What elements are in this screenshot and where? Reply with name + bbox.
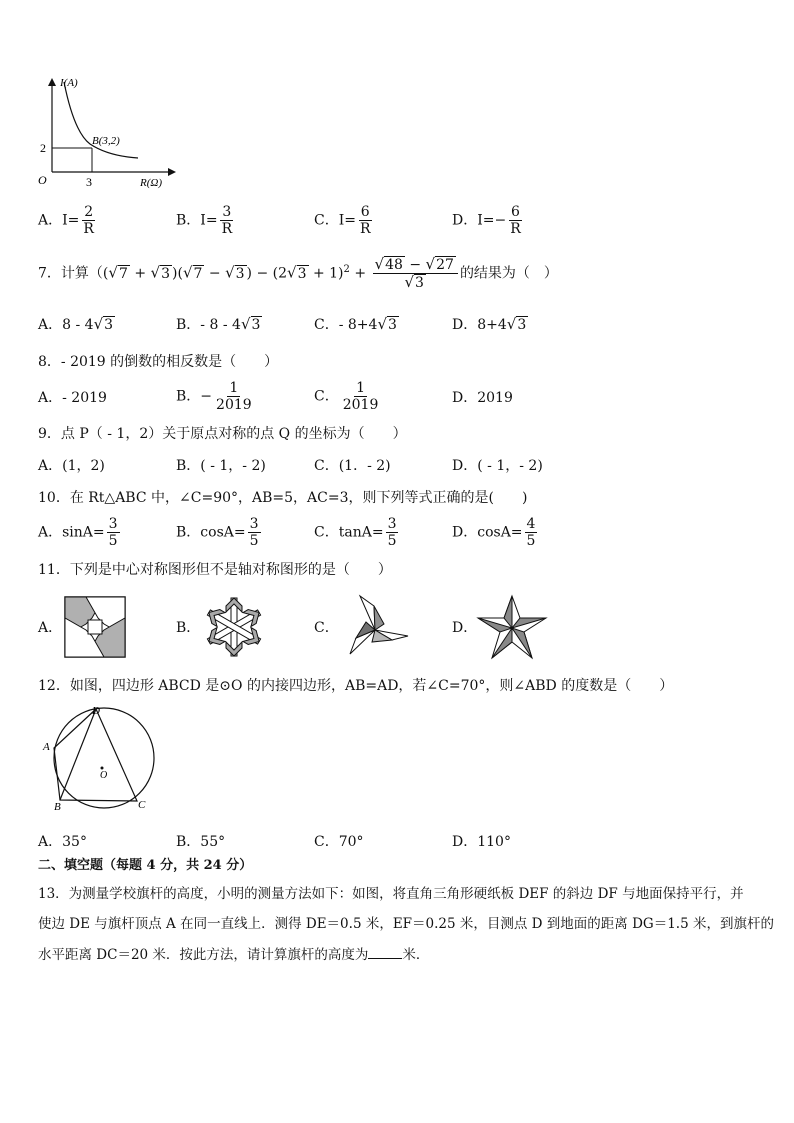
- radical-sign: √: [377, 315, 388, 333]
- inverse-graph: [28, 72, 178, 192]
- numerator: 6: [360, 204, 370, 220]
- radical-sign: √: [225, 263, 235, 282]
- denominator: R: [359, 221, 371, 237]
- option-letter: C．: [314, 388, 339, 405]
- negative-sign: −: [494, 212, 507, 229]
- radical-sign: √: [425, 255, 436, 273]
- x-axis-label: R(Ω): [140, 177, 162, 189]
- radical-sign: √: [150, 263, 161, 282]
- y-axis-arrow: [48, 78, 56, 86]
- q11-option-b-letter[interactable]: B．: [176, 620, 201, 636]
- option-letter: D．: [452, 458, 478, 474]
- denominator: 2019: [216, 397, 252, 413]
- y-axis-label: I(A): [60, 77, 78, 89]
- option-text: 8+4: [477, 317, 507, 333]
- expr-part: −: [204, 265, 226, 282]
- radicand: 3: [235, 265, 245, 282]
- option-letter: B．: [176, 212, 201, 229]
- q8-option-b[interactable]: [176, 380, 256, 413]
- q13-line-3-suffix: 米．: [402, 947, 430, 963]
- option-letter: B．: [176, 317, 201, 333]
- q10-option-b[interactable]: [176, 516, 263, 549]
- option-text: sinA=: [62, 524, 105, 541]
- q11-option-a-letter[interactable]: A．: [38, 620, 63, 636]
- q7-option-c[interactable]: [314, 314, 399, 335]
- q9-option-a[interactable]: [38, 456, 105, 476]
- denominator: 5: [526, 533, 536, 549]
- option-text: 110°: [477, 834, 511, 850]
- q13-line-3: [38, 944, 429, 965]
- quadrilateral-abcd: [54, 709, 137, 801]
- radicand: 48: [385, 257, 403, 273]
- numerator: 3: [387, 516, 397, 532]
- denominator: R: [510, 221, 521, 237]
- option-letter: B．: [176, 458, 201, 474]
- pinwheel-square-figure[interactable]: [64, 596, 126, 658]
- option-letter: D．: [452, 212, 478, 229]
- option-letter: B．: [176, 388, 201, 405]
- q13-line-3-text: 水平距离 DC＝20 米．按此方法，请计算旗杆的高度为: [38, 947, 369, 963]
- option-letter: A．: [38, 524, 63, 541]
- fraction: [107, 516, 120, 549]
- radicand: 27: [436, 257, 454, 273]
- q10-option-c[interactable]: [314, 516, 400, 549]
- option-prefix: I=: [338, 212, 356, 229]
- q13-line-1: 13．为测量学校旗杆的高度，小明的测量方法如下：如图，将直角三角形硬纸板 DEF 的斜边 DF 与地面保持平行，并: [38, 886, 744, 902]
- q7-fraction: [373, 256, 458, 291]
- q8-option-c[interactable]: [314, 380, 382, 413]
- radical-sign: √: [182, 263, 193, 282]
- option-text: - 8+4: [338, 317, 378, 333]
- option-letter: C．: [314, 317, 339, 333]
- expr-part: + 1): [308, 265, 344, 282]
- radical-sign: √: [93, 315, 104, 333]
- radicand: 3: [415, 275, 424, 291]
- expr-part: −: [404, 257, 426, 273]
- q8-stem: 8．- 2019 的倒数的相反数是（ ）: [38, 354, 279, 370]
- diagonal-bd: [60, 709, 96, 800]
- option-letter: A．: [38, 212, 63, 229]
- q7-option-d[interactable]: [452, 314, 528, 335]
- x-tick-label: 3: [86, 175, 92, 189]
- option-letter: C．: [314, 212, 339, 229]
- option-letter: A．: [38, 458, 63, 474]
- option-letter: D．: [452, 834, 478, 850]
- expr-part: (: [102, 265, 109, 282]
- denominator: 5: [108, 533, 118, 549]
- q12-option-a[interactable]: [38, 832, 87, 852]
- q9-stem: 9．点 P（ - 1，2）关于原点对称的点 Q 的坐标为（ ）: [38, 426, 407, 442]
- fraction: [214, 380, 254, 413]
- radical-sign: √: [240, 315, 251, 333]
- numerator: 4: [526, 516, 536, 532]
- fraction: [386, 516, 399, 549]
- y-tick-label: 2: [40, 141, 46, 155]
- option-text: ( - 1，- 2): [477, 458, 543, 474]
- fraction: [341, 380, 381, 413]
- inscribed-quadrilateral-figure: [40, 704, 170, 812]
- label-a: A: [43, 741, 50, 753]
- q7-stem: [38, 256, 558, 291]
- numerator: 1: [356, 380, 365, 396]
- q8-option-a[interactable]: [38, 388, 107, 408]
- numerator: 6: [511, 204, 520, 220]
- origin-label: O: [38, 173, 47, 187]
- q7-option-a[interactable]: [38, 314, 115, 335]
- option-text: 35°: [62, 834, 87, 850]
- radical-sign: √: [506, 315, 517, 333]
- section-title: 二、填空题（每题 4 分，共 24 分）: [38, 858, 253, 873]
- option-text: (1，2): [62, 458, 105, 474]
- q6-option-c[interactable]: [314, 204, 375, 237]
- radicand: 3: [104, 317, 114, 333]
- option-text: cosA=: [477, 524, 523, 541]
- exponent: 2: [343, 263, 350, 275]
- option-letter: A．: [38, 390, 63, 406]
- denominator: 2019: [342, 397, 379, 413]
- q11-stem: 11．下列是中心对称图形但不是轴对称图形的是（ ）: [38, 562, 392, 578]
- q7-suffix: 的结果为（ ）: [459, 265, 558, 282]
- negative-sign: −: [200, 388, 213, 405]
- label-o: O: [100, 770, 108, 781]
- radicand: 3: [297, 265, 307, 282]
- q6-option-b[interactable]: [176, 204, 236, 237]
- option-text: (1．- 2): [338, 458, 391, 474]
- denominator: R: [83, 221, 94, 237]
- expr-part: +: [129, 265, 151, 282]
- numerator: 3: [222, 204, 232, 220]
- option-letter: A．: [38, 317, 63, 333]
- numerator: 1: [229, 380, 239, 396]
- option-letter: D．: [452, 524, 478, 541]
- radical-sign: √: [404, 273, 415, 291]
- option-letter: C．: [314, 524, 339, 541]
- q12-option-c[interactable]: [314, 832, 364, 852]
- q12-option-d[interactable]: [452, 832, 511, 852]
- radical-sign: √: [287, 263, 297, 282]
- option-text: tanA=: [338, 524, 384, 541]
- numerator: [373, 256, 458, 274]
- option-text: 70°: [338, 834, 364, 850]
- expr-part: )(: [172, 265, 183, 282]
- option-letter: D．: [452, 317, 478, 333]
- expr-part: ) − (2: [246, 265, 288, 282]
- q8-option-d[interactable]: [452, 388, 513, 408]
- option-text: 55°: [200, 834, 226, 850]
- option-letter: C．: [314, 458, 339, 474]
- q9-option-c[interactable]: [314, 456, 391, 476]
- answer-blank[interactable]: [368, 944, 402, 959]
- three-blade-figure[interactable]: [340, 592, 410, 662]
- x-axis-arrow: [168, 168, 176, 176]
- option-text: - 2019: [62, 390, 107, 406]
- radicand: 7: [118, 265, 128, 282]
- q9-option-d[interactable]: [452, 456, 543, 476]
- radicand: 3: [388, 317, 397, 333]
- q11-option-d-letter[interactable]: D．: [452, 620, 478, 636]
- point-b-label: B(3,2): [92, 135, 120, 147]
- label-c: C: [138, 799, 146, 811]
- q7-option-b[interactable]: [176, 314, 262, 335]
- q6-option-d[interactable]: [452, 204, 525, 237]
- label-d: D: [92, 705, 100, 717]
- label-b: B: [54, 801, 61, 812]
- denominator: [402, 274, 427, 291]
- option-text: - 8 - 4: [200, 317, 241, 333]
- option-letter: B．: [176, 834, 201, 850]
- radicand: 3: [517, 317, 527, 333]
- option-letter: A．: [38, 834, 63, 850]
- star-figure[interactable]: [476, 594, 548, 662]
- q13-line-2: 使边 DE 与旗杆顶点 A 在同一直线上．测得 DE＝0.5 米，EF＝0.25 米，目测点 D 到地面的距离 DG＝1.5 米，到旗杆的: [38, 916, 774, 932]
- numerator: 2: [84, 204, 94, 220]
- denominator: R: [221, 221, 233, 237]
- option-text: cosA=: [200, 524, 246, 541]
- circle-o: [54, 708, 154, 808]
- fraction: [508, 204, 523, 237]
- option-letter: C．: [314, 834, 339, 850]
- option-prefix: I=: [200, 212, 218, 229]
- denominator: 5: [387, 533, 397, 549]
- option-letter: B．: [176, 524, 201, 541]
- q12-stem: 12．如图，四边形 ABCD 是⊙O 的内接四边形，AB=AD，若∠C=70°，则∠ABD 的度数是（ ）: [38, 678, 674, 694]
- option-text: ( - 1，- 2): [200, 458, 266, 474]
- q9-option-b[interactable]: [176, 456, 266, 476]
- q7-number: 7．计算（: [38, 265, 103, 282]
- fraction: [358, 204, 373, 237]
- option-prefix: I=: [477, 212, 495, 229]
- q11-option-c-letter[interactable]: C．: [314, 620, 339, 636]
- q10-option-a[interactable]: [38, 516, 122, 549]
- q10-option-d[interactable]: [452, 516, 539, 549]
- radicand: 7: [193, 265, 203, 282]
- fraction: [220, 204, 235, 237]
- q10-stem: 10．在 Rt△ABC 中，∠C=90°，AB=5，AC=3，则下列等式正确的是( ): [38, 490, 528, 506]
- option-text: 8 - 4: [62, 317, 94, 333]
- fraction: [81, 204, 96, 237]
- fraction: [525, 516, 538, 549]
- expr-part: +: [349, 265, 371, 282]
- denominator: 5: [249, 533, 259, 549]
- option-letter: D．: [452, 390, 478, 406]
- fraction: [248, 516, 261, 549]
- radicand: 3: [251, 317, 261, 333]
- option-text: 2019: [477, 390, 513, 406]
- snowflake-figure[interactable]: [200, 594, 268, 660]
- q6-option-a[interactable]: [38, 204, 98, 237]
- radicand: 3: [161, 265, 170, 282]
- radical-sign: √: [108, 263, 118, 282]
- numerator: 3: [249, 516, 259, 532]
- numerator: 3: [108, 516, 118, 532]
- radical-sign: √: [374, 255, 385, 273]
- q12-option-b[interactable]: [176, 832, 225, 852]
- option-prefix: I=: [62, 212, 80, 229]
